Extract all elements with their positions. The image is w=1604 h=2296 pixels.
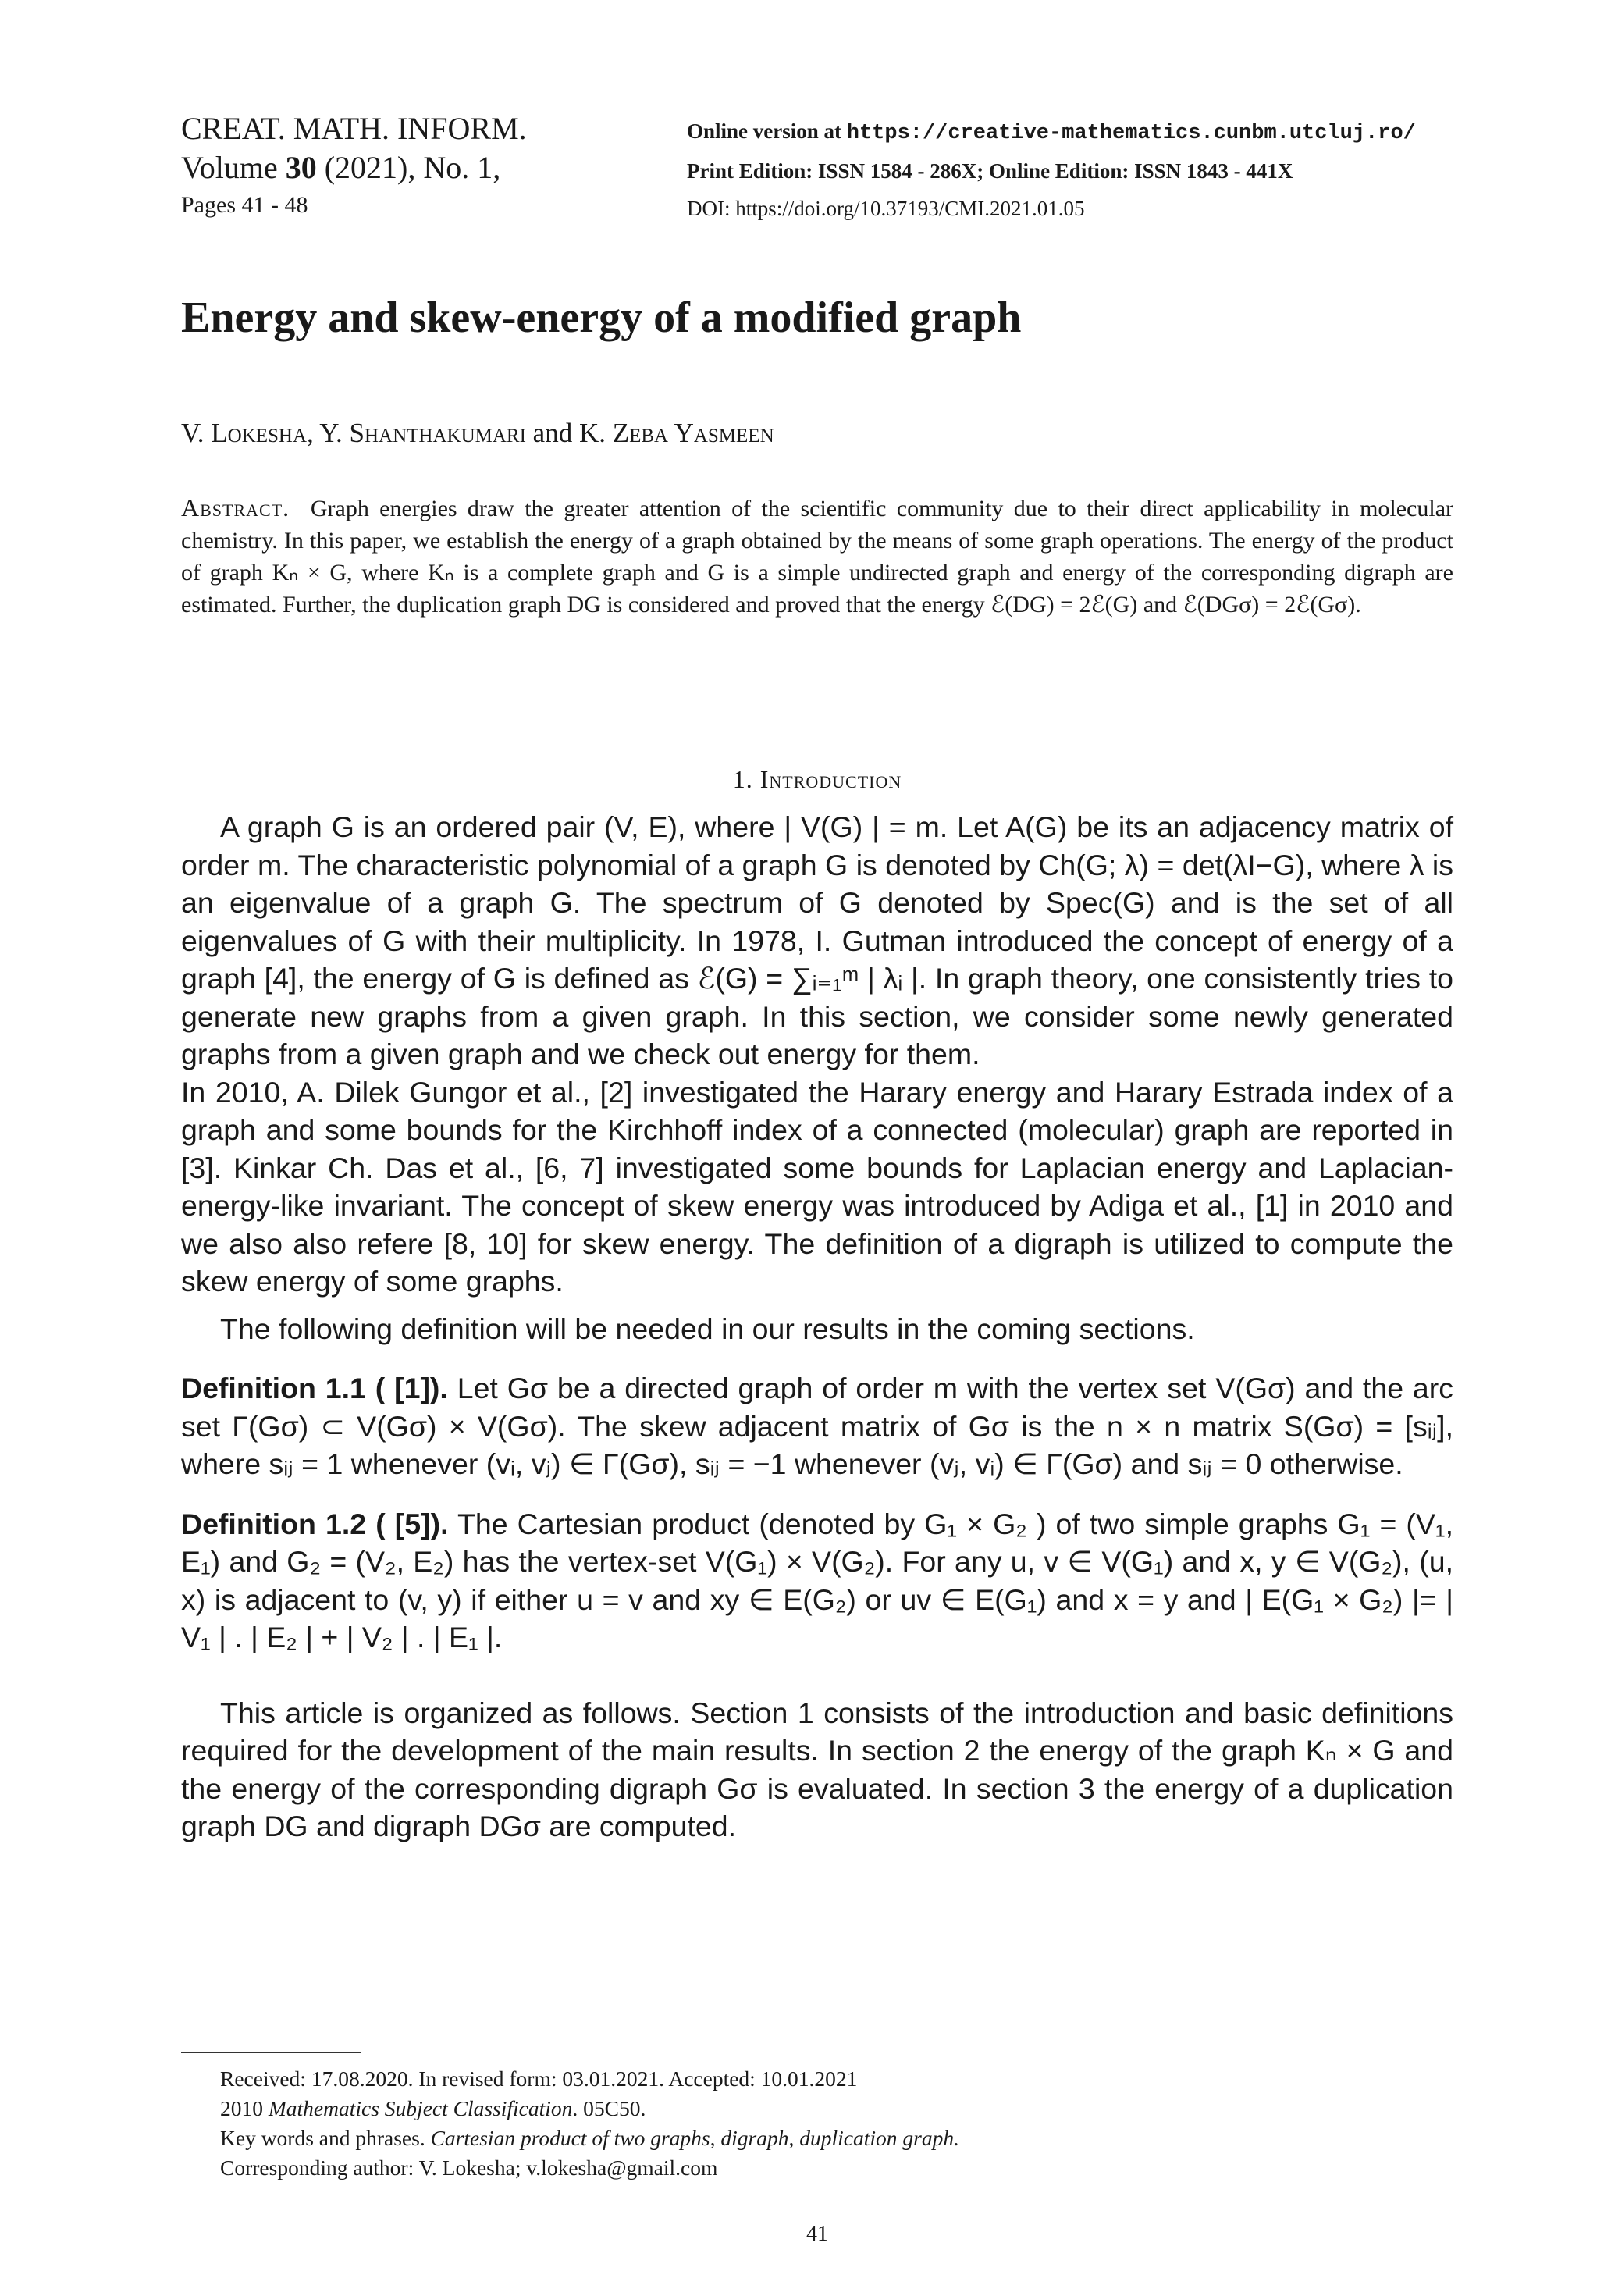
definition-1-2-label: Definition 1.2 ( [5]).	[181, 1507, 449, 1540]
organization-paragraph: This article is organized as follows. Section 1 consists of the introduction and basic definitions required for the development of the main results. In section 2 the energy of the graph Kₙ × G and the energy of the corresponding digraph Gσ is evaluated. In section 3 the energy of a duplication graph DG and digraph DGσ are computed.	[181, 1696, 1453, 1842]
section-heading-introduction: 1. Introduction	[732, 765, 902, 793]
keywords: Key words and phrases. Cartesian product of two graphs, digraph, duplication graph.	[220, 2126, 959, 2150]
definition-1-1: Definition 1.1 ( [1]). Let Gσ be a directed graph of order m with the vertex set V(Gσ) and the arc set Γ(Gσ) ⊂ V(Gσ) × V(Gσ). The skew adjacent matrix of Gσ is the n × n matrix S(Gσ) = [sᵢⱼ], where sᵢⱼ = 1 whenever (vᵢ, vⱼ) ∈ Γ(Gσ), sᵢⱼ = −1 whenever (vⱼ, vᵢ) ∈ Γ(Gσ) and sᵢⱼ = 0 otherwise.	[181, 1372, 1454, 1480]
intro-paragraph-3: The following definition will be needed in our results in the coming sections.	[220, 1312, 1195, 1345]
corresponding-author: Corresponding author: V. Lokesha; v.lokesha@gmail.com	[220, 2155, 718, 2180]
edition-info	[687, 112, 1416, 227]
abstract-label: Abstract.	[181, 493, 290, 521]
author-yasmeen: Zeba Yasmeen	[612, 418, 774, 448]
abstract-text: Graph energies draw the greater attention of the scientific community due to their direct applicability in molecular chemistry. In this paper, we establish the energy of a graph obtained by the means of some graph operations. The energy of the product of graph Kₙ × G, where Kₙ is a complete graph and G is a simple undirected graph and energy of the corresponding digraph are estimated. Further, the duplication graph DG is considered and proved that the energy ℰ(DG) = 2ℰ(G) and ℰ(DGσ) = 2ℰ(Gσ).	[181, 496, 1454, 618]
journal-header	[181, 109, 1453, 226]
received-dates: Received: 17.08.2020. In revised form: 03.01.2021. Accepted: 10.01.2021	[220, 2066, 858, 2091]
definition-1-1-label: Definition 1.1 ( [1]).	[181, 1372, 448, 1404]
author-list: V. Lokesha, Y. Shanthakumari and K. Zeba Yasmeen	[181, 418, 774, 448]
msc-classification: 2010 Mathematics Subject Classification. 05C50.	[220, 2096, 646, 2120]
issn-line: Print Edition: ISSN 1584 - 286X; Online Edition: ISSN 1843 - 441X	[687, 159, 1293, 183]
paper-page	[181, 109, 1454, 1842]
author-lokesha: Lokesha	[211, 418, 308, 448]
body-text	[181, 808, 1453, 1846]
journal-volume: Volume 30 (2021), No. 1,	[181, 150, 501, 185]
page-number: 41	[806, 2222, 828, 2246]
journal-pages: Pages 41 - 48	[181, 192, 308, 218]
footnote-divider	[181, 2052, 361, 2053]
intro-paragraph-1: A graph G is an ordered pair (V, E), where | V(G) | = m. Let A(G) be its an adjacency matrix of order m. The characteristic polynomial of a graph G is denoted by Ch(G; λ) = det(λI−G), where λ is an eigenvalue of a graph G. The spectrum of G denoted by Spec(G) and is the set of all eigenvalues of G with their multiplicity. In 1978, I. Gutman introduced the concept of energy of a graph [4], the energy of G is defined as ℰ(G) = ∑ᵢ₌₁ᵐ | λᵢ |. In graph theory, one consistently tries to generate new graphs from a given graph. In this section, we consider some newly generated graphs from a given graph and we check out energy for them.	[181, 810, 1453, 1070]
author-shanthakumari: Shanthakumari	[349, 418, 526, 448]
abstract	[181, 492, 1453, 621]
doi-line[interactable]: DOI: https://doi.org/10.37193/CMI.2021.01.05	[687, 197, 1085, 220]
definition-1-2: Definition 1.2 ( [5]). The Cartesian product (denoted by G₁ × G₂ ) of two simple graphs G₁ = (V₁, E₁) and G₂ = (V₂, E₂) has the vertex-set V(G₁) × V(G₂). For any u, v ∈ V(G₁) and x, y ∈ V(G₂), (u, x) is adjacent to (v, y) if either u = v and xy ∈ E(G₂) or uv ∈ E(G₁) and x = y and | E(G₁ × G₂) |= | V₁ | . | E₂ | + | V₂ | . | E₁ |.	[181, 1507, 1453, 1653]
intro-paragraph-2: In 2010, A. Dilek Gungor et al., [2] investigated the Harary energy and Harary Estrada index of a graph and some bounds for the Kirchhoff index of a connected (molecular) graph are reported in [3]. Kinkar Ch. Das et al., [6, 7] investigated some bounds for Laplacian energy and Laplacian-energy-like invariant. The concept of skew energy was introduced by Adiga et al., [1] in 2010 and we also also refere [8, 10] for skew energy. The definition of a digraph is utilized to compute the skew energy of some graphs.	[181, 1075, 1453, 1298]
online-version: Online version at https://creative-mathematics.cunbm.utcluj.ro/	[687, 119, 1416, 145]
footnotes	[181, 2052, 1453, 2183]
paper-title: Energy and skew-energy of a modified graph	[181, 294, 1022, 342]
journal-name: CREAT. MATH. INFORM.	[181, 111, 527, 146]
journal-info	[181, 109, 527, 223]
online-url-link[interactable]: https://creative-mathematics.cunbm.utcluj.ro/	[846, 122, 1416, 145]
